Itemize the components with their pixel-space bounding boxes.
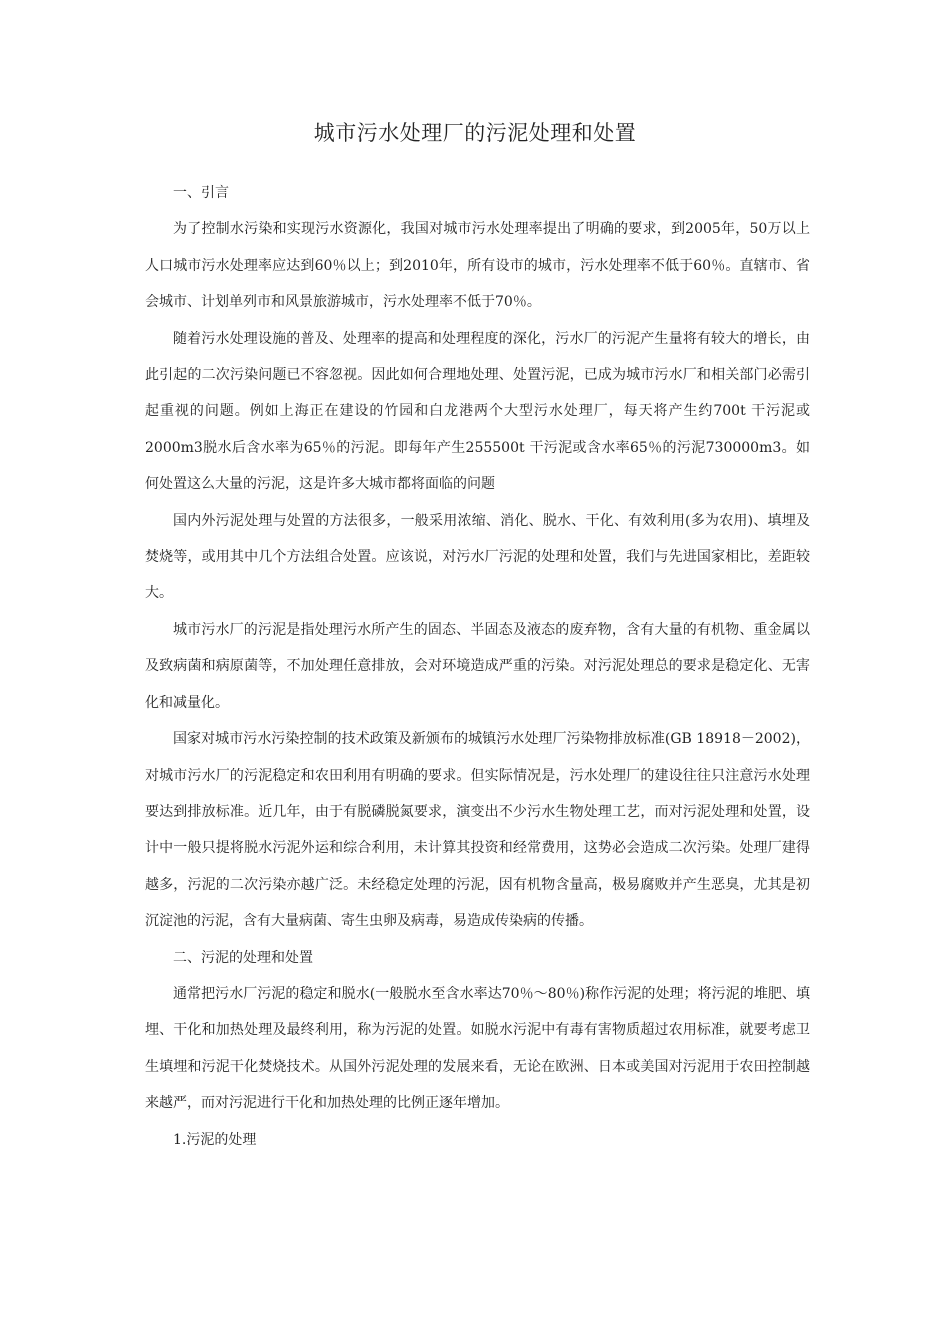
paragraph-national-policy: 国家对城市污水污染控制的技术政策及新颁布的城镇污水处理厂污染物排放标准(GB 18918－2002)，对城市污水厂的污泥稳定和农田利用有明确的要求。但实际情况是，污水处理厂的建设往往只注意污水处理要达到排放标准。近几年，由于有脱磷脱氮要求，演变出不少污水生物处理工艺，而对污泥处理和处置，设计中一般只提将脱水污泥外运和综合利用，未计算其投资和经常费用，这势必会造成二次污染。处理厂建得越多，污泥的二次污染亦越广泛。未经稳定处理的污泥，因有机物含量高，极易腐败并产生恶臭，尤其是初沉淀池的污泥，含有大量病菌、寄生虫卵及病毒，易造成传染病的传播。 (145, 731, 810, 930)
paragraph-sludge-definition: 城市污水厂的污泥是指处理污水所产生的固态、半固态及液态的废弃物，含有大量的有机物、重金属以及致病菌和病原菌等，不加处理任意排放，会对环境造成严重的污染。对污泥处理总的要求是稳定化、无害化和减量化。 (145, 621, 810, 711)
paragraph-sludge-growth: 随着污水处理设施的普及、处理率的提高和处理程度的深化，污水厂的污泥产生量将有较大的增长，由此引起的二次污染问题已不容忽视。因此如何合理地处理、处置污泥，已成为城市污水厂和相关部门必需引起重视的问题。例如上海正在建设的竹园和白龙港两个大型污水处理厂，每天将产生约700t 干污泥或2000m3脱水后含水率为65％的污泥。即每年产生255500t 干污泥或含水率65％的污泥730000m3。如何处置这么大量的污泥，这是许多大城市都将面临的问题 (145, 330, 810, 493)
subsection-heading-sludge-treatment: 1.污泥的处理 (173, 1131, 257, 1148)
document-body (145, 175, 810, 1158)
section-heading-treatment-disposal: 二、污泥的处理和处置 (173, 949, 313, 966)
paragraph-treatment-targets: 为了控制水污染和实现污水资源化，我国对城市污水处理率提出了明确的要求，到2005年，50万以上人口城市污水处理率应达到60％以上；到2010年，所有设市的城市，污水处理率不低于60％。直辖市、省会城市、计划单列市和风景旅游城市，污水处理率不低于70％。 (145, 221, 810, 311)
paragraph-treatment-methods: 国内外污泥处理与处置的方法很多，一般采用浓缩、消化、脱水、干化、有效利用(多为农用)、填埋及焚烧等，或用其中几个方法组合处置。应该说，对污水厂污泥的处理和处置，我们与先进国家相比，差距较大。 (145, 512, 810, 602)
section-heading-introduction: 一、引言 (173, 185, 229, 201)
document-title: 城市污水处理厂的污泥处理和处置 (313, 121, 637, 145)
paragraph-treatment-vs-disposal: 通常把污水厂污泥的稳定和脱水(一般脱水至含水率达70％～80％)称作污泥的处理；将污泥的堆肥、填埋、干化和加热处理及最终利用，称为污泥的处置。如脱水污泥中有毒有害物质超过农用标准，就要考虑卫生填埋和污泥干化焚烧技术。从国外污泥处理的发展来看，无论在欧洲、日本或美国对污泥用于农田控制越来越严，而对污泥进行干化和加热处理的比例正逐年增加。 (145, 985, 810, 1112)
